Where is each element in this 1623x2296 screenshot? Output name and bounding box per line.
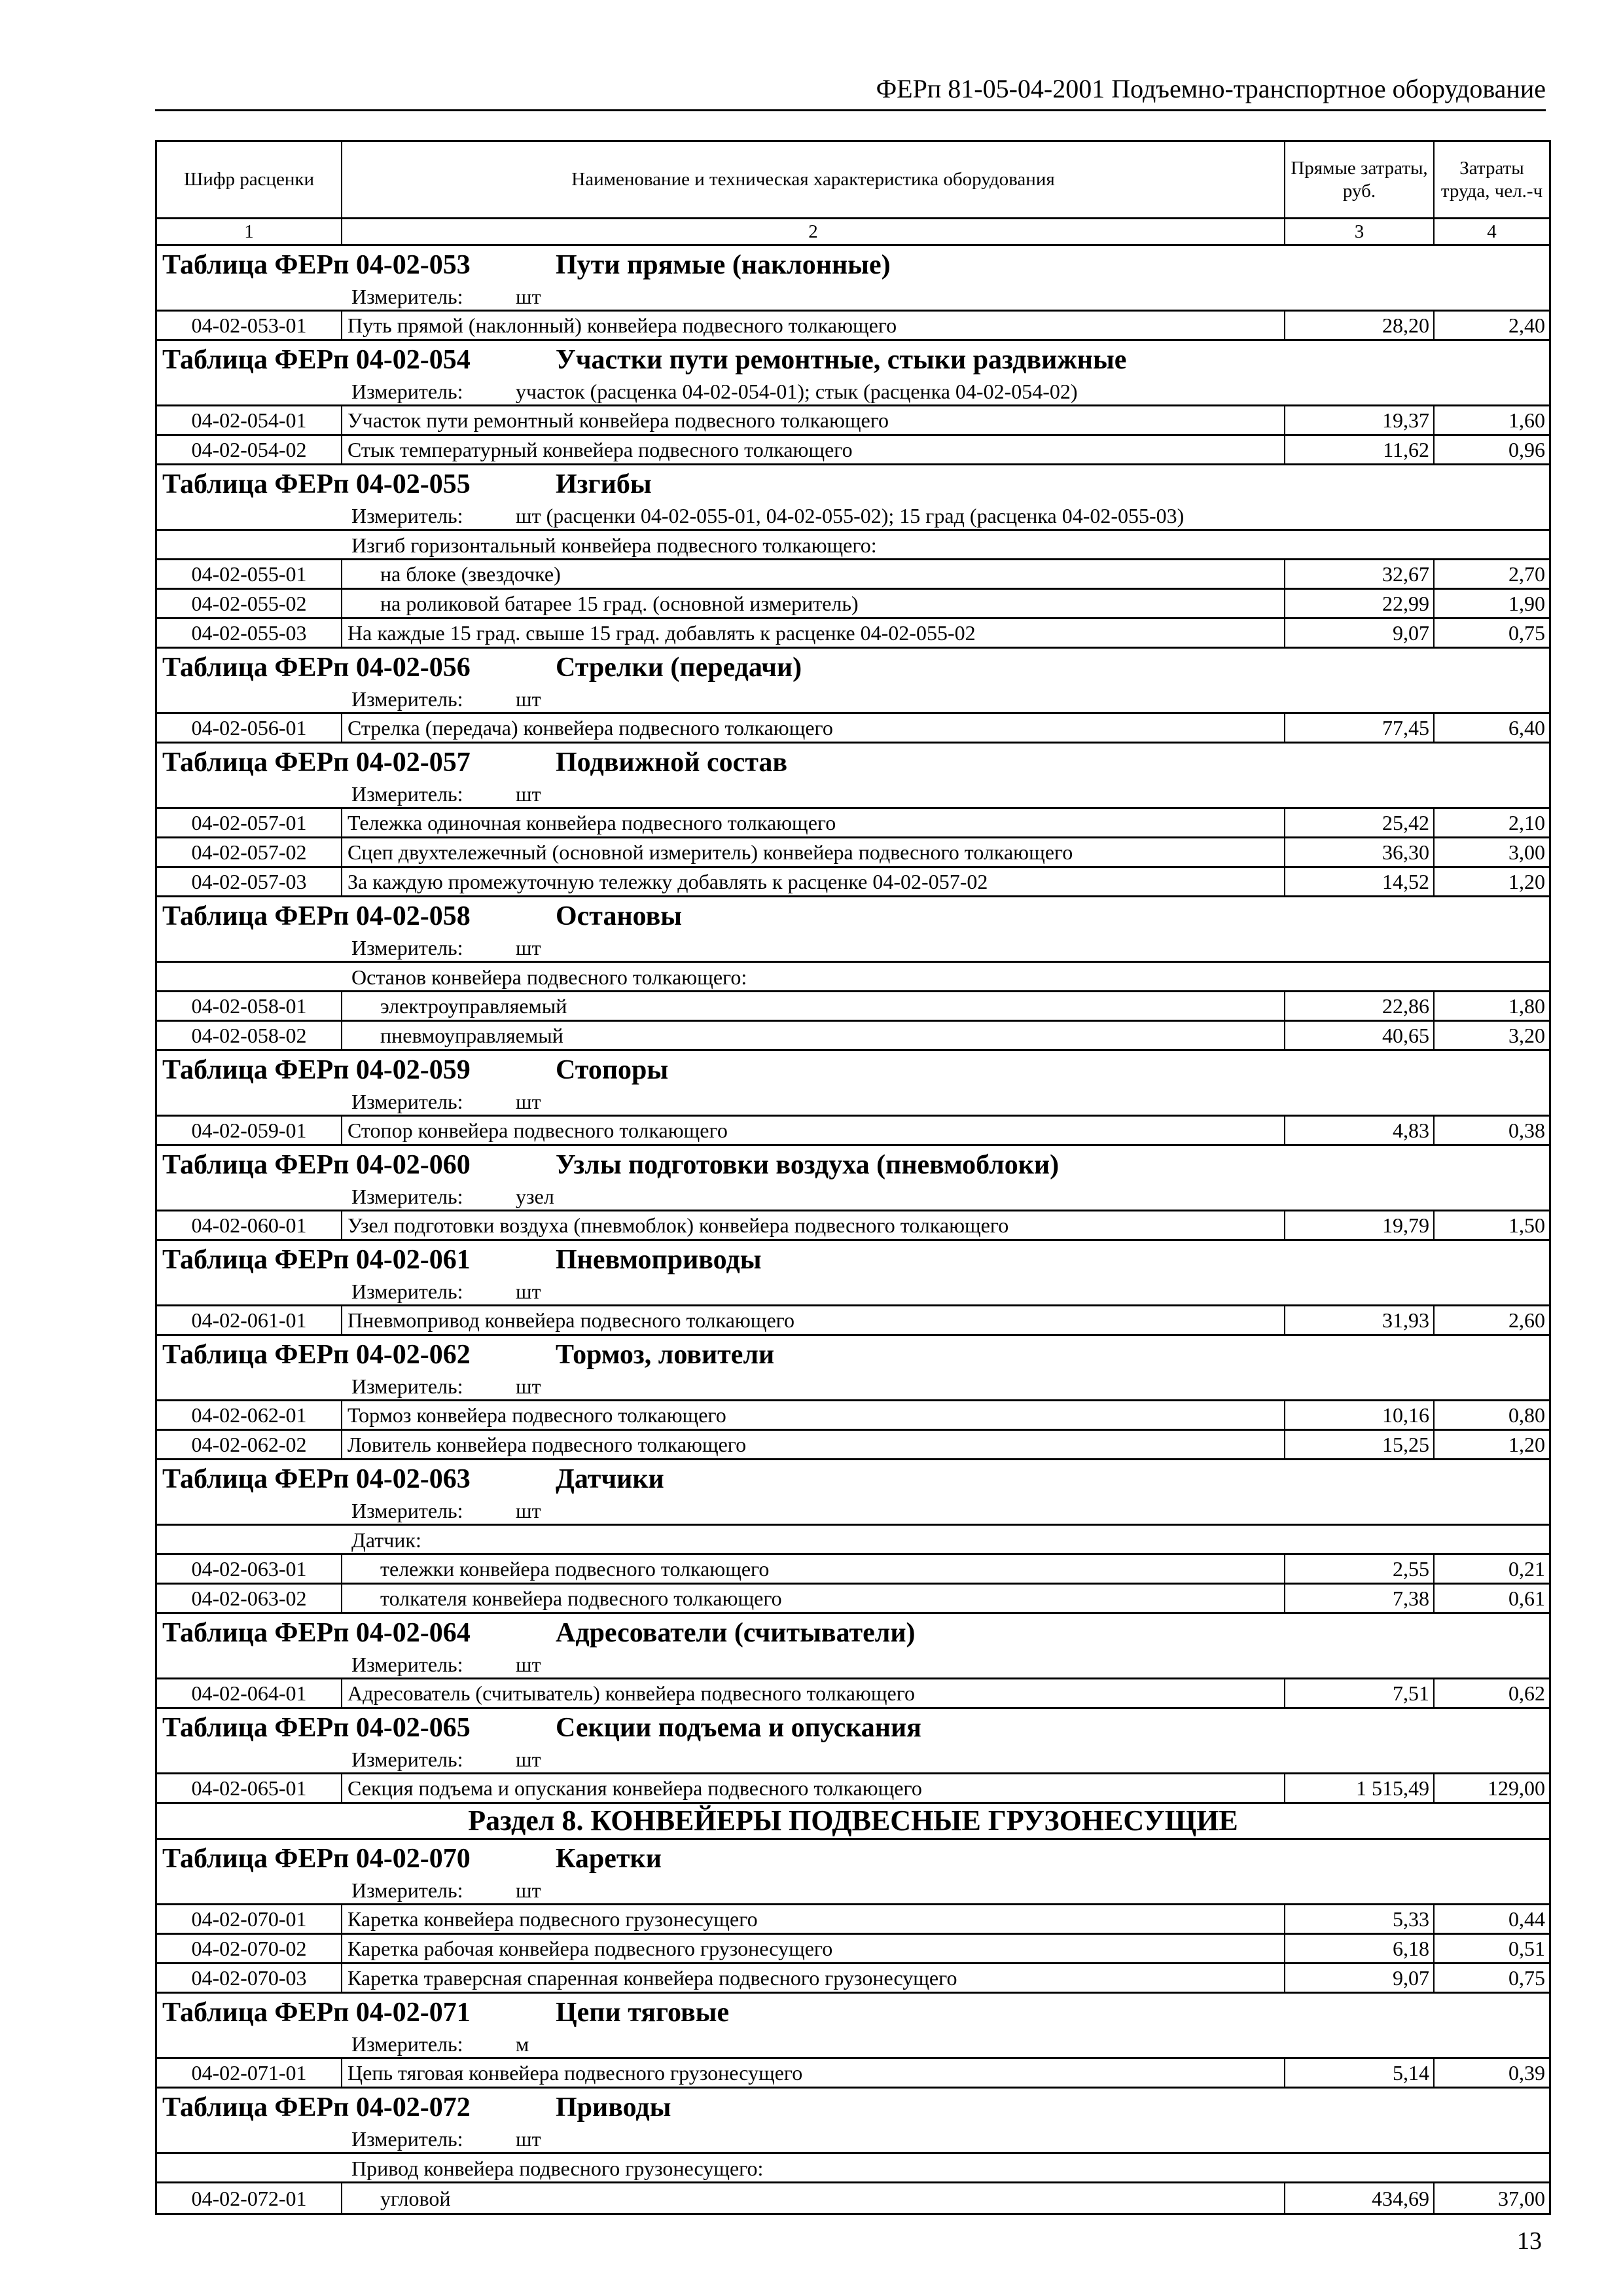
table-row: [157, 406, 1549, 436]
measure-value: узел: [516, 1185, 554, 1208]
table-row: [157, 714, 1549, 744]
rate-code: 04-02-071-01: [157, 2059, 342, 2087]
table-row: [157, 436, 1549, 465]
rates-table: [155, 140, 1551, 2215]
table-name: Адресователи (считыватели): [556, 1618, 916, 1648]
table-title-row: [157, 1146, 1549, 1182]
labor-cost: 0,62: [1508, 1681, 1545, 1705]
table-title-row: [157, 1709, 1549, 1745]
subheading-row: [157, 2154, 1549, 2183]
measure-label: Измеритель:: [351, 2127, 463, 2151]
section-heading: Раздел 8. КОНВЕЙЕРЫ ПОДВЕСНЫЕ ГРУЗОНЕСУЩИЕ: [157, 1804, 1549, 1840]
column-number: 2: [342, 219, 1285, 244]
labor-cost: 2,70: [1508, 562, 1545, 586]
table-name: Стопоры: [556, 1055, 669, 1085]
subheading-row: [157, 531, 1549, 560]
page-number: 13: [1517, 2227, 1542, 2255]
table-name: Тормоз, ловители: [556, 1340, 775, 1370]
table-title-row: [157, 1994, 1549, 2030]
labor-cost: 0,80: [1508, 1403, 1545, 1427]
rate-code: 04-02-055-01: [157, 560, 342, 588]
labor-cost: 2,60: [1508, 1308, 1545, 1332]
subheading-row: [157, 963, 1549, 992]
rate-code: 04-02-072-01: [157, 2183, 342, 2213]
measure-value: шт: [516, 1878, 541, 1902]
item-name: электроуправляемый: [342, 992, 1285, 1020]
item-name: Каретка траверсная спаренная конвейера подвесного грузонесущего: [342, 1964, 1285, 1992]
direct-cost: 14,52: [1285, 868, 1435, 895]
rate-code: 04-02-064-01: [157, 1679, 342, 1707]
table-row: [157, 1964, 1549, 1994]
direct-cost: 7,38: [1285, 1585, 1435, 1612]
measure-label: Измеритель:: [351, 1280, 463, 1303]
measure-label: Измеритель:: [351, 1090, 463, 1113]
table-name: Участки пути ремонтные, стыки раздвижные: [556, 345, 1127, 375]
column-header-code: Шифр расценки: [157, 142, 342, 217]
direct-cost: 7,51: [1285, 1679, 1435, 1707]
table-name: Пневмоприводы: [556, 1245, 762, 1275]
table-title-row: [157, 1614, 1549, 1650]
measure-row: [157, 1650, 1549, 1679]
measure-value: м: [516, 2032, 529, 2056]
item-name: на роликовой батарее 15 град. (основной измеритель): [342, 590, 1285, 617]
measure-label: Измеритель:: [351, 782, 463, 806]
table-code: Таблица ФЕРп 04-02-053: [162, 250, 471, 280]
table-row: [157, 1431, 1549, 1460]
table-title-row: [157, 649, 1549, 685]
measure-value: шт (расценки 04-02-055-01, 04-02-055-02); 15 град (расценка 04-02-055-03): [516, 504, 1185, 528]
labor-cost: 1,90: [1508, 592, 1545, 615]
labor-cost: 2,40: [1508, 314, 1545, 337]
table-row: [157, 1585, 1549, 1614]
table-row: [157, 619, 1549, 649]
item-name: Каретка рабочая конвейера подвесного грузонесущего: [342, 1935, 1285, 1962]
measure-row: [157, 1876, 1549, 1905]
table-row: [157, 560, 1549, 590]
measure-value: шт: [516, 936, 541, 960]
subheading-text: Датчик:: [351, 1528, 421, 1552]
item-name: Тормоз конвейера подвесного толкающего: [342, 1401, 1285, 1429]
rate-code: 04-02-058-01: [157, 992, 342, 1020]
measure-label: Измеритель:: [351, 1878, 463, 1902]
table-row: [157, 992, 1549, 1022]
direct-cost: 5,33: [1285, 1905, 1435, 1933]
table-code: Таблица ФЕРп 04-02-071: [162, 1998, 471, 2028]
rate-code: 04-02-055-03: [157, 619, 342, 647]
rate-code: 04-02-070-03: [157, 1964, 342, 1992]
direct-cost: 19,79: [1285, 1211, 1435, 1239]
direct-cost: 22,86: [1285, 992, 1435, 1020]
labor-cost: 129,00: [1488, 1776, 1545, 1800]
table-name: Секции подъема и опускания: [556, 1713, 921, 1743]
measure-row: [157, 501, 1549, 531]
direct-cost: 434,69: [1285, 2183, 1435, 2213]
table-row: [157, 590, 1549, 619]
measure-label: Измеритель:: [351, 2032, 463, 2056]
table-code: Таблица ФЕРп 04-02-055: [162, 469, 471, 499]
table-row: [157, 1679, 1549, 1709]
labor-cost: 0,75: [1508, 621, 1545, 645]
direct-cost: 36,30: [1285, 838, 1435, 866]
column-header-name: Наименование и техническая характеристика оборудования: [342, 142, 1285, 217]
labor-cost: 0,51: [1508, 1937, 1545, 1960]
rate-code: 04-02-054-02: [157, 436, 342, 463]
subheading-text: Останов конвейера подвесного толкающего:: [351, 965, 747, 989]
rate-code: 04-02-056-01: [157, 714, 342, 742]
rate-code: 04-02-058-02: [157, 1022, 342, 1049]
table-title-row: [157, 1241, 1549, 1277]
item-name: Сцеп двухтележечный (основной измеритель) конвейера подвесного толкающего: [342, 838, 1285, 866]
table-code: Таблица ФЕРп 04-02-061: [162, 1245, 471, 1275]
measure-row: [157, 780, 1549, 809]
direct-cost: 11,62: [1285, 436, 1435, 463]
measure-row: [157, 282, 1549, 312]
direct-cost: 40,65: [1285, 1022, 1435, 1049]
document-header-title: ФЕРп 81-05-04-2001 Подъемно-транспортное оборудование: [876, 74, 1546, 103]
measure-label: Измеритель:: [351, 1499, 463, 1522]
direct-cost: 9,07: [1285, 619, 1435, 647]
labor-cost: 1,60: [1508, 408, 1545, 432]
rate-code: 04-02-061-01: [157, 1306, 342, 1334]
measure-label: Измеритель:: [351, 380, 463, 403]
table-name: Изгибы: [556, 469, 652, 499]
table-row: [157, 1211, 1549, 1241]
measure-label: Измеритель:: [351, 936, 463, 960]
rate-code: 04-02-053-01: [157, 312, 342, 339]
measure-value: шт: [516, 285, 541, 308]
rate-code: 04-02-060-01: [157, 1211, 342, 1239]
table-title-row: [157, 1460, 1549, 1496]
measure-row: [157, 1182, 1549, 1211]
table-code: Таблица ФЕРп 04-02-060: [162, 1150, 471, 1180]
labor-cost: 0,96: [1508, 438, 1545, 461]
labor-cost: 1,20: [1508, 870, 1545, 893]
labor-cost: 1,20: [1508, 1433, 1545, 1456]
table-row: [157, 1555, 1549, 1585]
measure-value: шт: [516, 1653, 541, 1676]
rate-code: 04-02-063-01: [157, 1555, 342, 1583]
item-name: Стык температурный конвейера подвесного толкающего: [342, 436, 1285, 463]
table-header-row: [157, 142, 1549, 219]
column-header-direct-cost: Прямые затраты, руб.: [1285, 142, 1435, 217]
measure-label: Измеритель:: [351, 1185, 463, 1208]
item-name: Тележка одиночная конвейера подвесного толкающего: [342, 809, 1285, 836]
item-name: угловой: [342, 2183, 1285, 2213]
table-name: Датчики: [556, 1464, 664, 1494]
rate-code: 04-02-054-01: [157, 406, 342, 434]
table-title-row: [157, 465, 1549, 501]
table-code: Таблица ФЕРп 04-02-057: [162, 747, 471, 778]
measure-row: [157, 933, 1549, 963]
measure-label: Измеритель:: [351, 1748, 463, 1771]
item-name: Ловитель конвейера подвесного толкающего: [342, 1431, 1285, 1458]
rate-code: 04-02-065-01: [157, 1774, 342, 1802]
item-name: Каретка конвейера подвесного грузонесущего: [342, 1905, 1285, 1933]
direct-cost: 4,83: [1285, 1117, 1435, 1144]
labor-cost: 1,80: [1508, 994, 1545, 1018]
table-row: [157, 1935, 1549, 1964]
labor-cost: 0,38: [1508, 1119, 1545, 1142]
table-name: Цепи тяговые: [556, 1998, 730, 2028]
item-name: на блоке (звездочке): [342, 560, 1285, 588]
table-title-row: [157, 341, 1549, 377]
rate-code: 04-02-070-01: [157, 1905, 342, 1933]
table-row: [157, 1117, 1549, 1146]
item-name: Стрелка (передача) конвейера подвесного толкающего: [342, 714, 1285, 742]
labor-cost: 0,44: [1508, 1907, 1545, 1931]
direct-cost: 1 515,49: [1285, 1774, 1435, 1802]
measure-value: шт: [516, 1748, 541, 1771]
labor-cost: 2,10: [1508, 811, 1545, 834]
column-number: 3: [1285, 219, 1435, 244]
rate-code: 04-02-057-02: [157, 838, 342, 866]
measure-value: шт: [516, 1374, 541, 1398]
measure-value: шт: [516, 2127, 541, 2151]
table-name: Каретки: [556, 1844, 662, 1874]
table-row: [157, 1905, 1549, 1935]
item-name: толкателя конвейера подвесного толкающего: [342, 1585, 1285, 1612]
direct-cost: 15,25: [1285, 1431, 1435, 1458]
measure-label: Измеритель:: [351, 687, 463, 711]
table-code: Таблица ФЕРп 04-02-062: [162, 1340, 471, 1370]
table-row: [157, 2183, 1549, 2213]
measure-row: [157, 1496, 1549, 1526]
direct-cost: 32,67: [1285, 560, 1435, 588]
table-code: Таблица ФЕРп 04-02-059: [162, 1055, 471, 1085]
labor-cost: 3,00: [1508, 840, 1545, 864]
table-title-row: [157, 246, 1549, 282]
rate-code: 04-02-057-01: [157, 809, 342, 836]
table-name: Подвижной состав: [556, 747, 788, 778]
measure-row: [157, 1277, 1549, 1306]
table-title-row: [157, 1840, 1549, 1876]
item-name: Участок пути ремонтный конвейера подвесного толкающего: [342, 406, 1285, 434]
table-row: [157, 1401, 1549, 1431]
table-code: Таблица ФЕРп 04-02-056: [162, 653, 471, 683]
item-name: Цепь тяговая конвейера подвесного грузонесущего: [342, 2059, 1285, 2087]
item-name: пневмоуправляемый: [342, 1022, 1285, 1049]
labor-cost: 3,20: [1508, 1024, 1545, 1047]
table-name: Стрелки (передачи): [556, 653, 802, 683]
measure-row: [157, 1745, 1549, 1774]
measure-row: [157, 685, 1549, 714]
table-title-row: [157, 744, 1549, 780]
table-row: [157, 809, 1549, 838]
table-row: [157, 868, 1549, 897]
item-name: За каждую промежуточную тележку добавлять к расценке 04-02-057-02: [342, 868, 1285, 895]
measure-value: участок (расценка 04-02-054-01); стык (расценка 04-02-054-02): [516, 380, 1078, 403]
labor-cost: 1,50: [1508, 1213, 1545, 1237]
rate-code: 04-02-062-01: [157, 1401, 342, 1429]
table-name: Остановы: [556, 901, 683, 931]
table-row: [157, 1306, 1549, 1336]
table-row: [157, 1022, 1549, 1051]
labor-cost: 0,21: [1508, 1557, 1545, 1581]
rate-code: 04-02-070-02: [157, 1935, 342, 1962]
item-name: На каждые 15 град. свыше 15 град. добавлять к расценке 04-02-055-02: [342, 619, 1285, 647]
measure-label: Измеритель:: [351, 285, 463, 308]
labor-cost: 6,40: [1508, 716, 1545, 740]
table-title-row: [157, 1051, 1549, 1087]
table-name: Приводы: [556, 2092, 671, 2123]
measure-row: [157, 2125, 1549, 2154]
measure-value: шт: [516, 687, 541, 711]
item-name: Пневмопривод конвейера подвесного толкающего: [342, 1306, 1285, 1334]
direct-cost: 77,45: [1285, 714, 1435, 742]
item-name: Секция подъема и опускания конвейера подвесного толкающего: [342, 1774, 1285, 1802]
table-code: Таблица ФЕРп 04-02-065: [162, 1713, 471, 1743]
measure-row: [157, 377, 1549, 406]
labor-cost: 0,61: [1508, 1587, 1545, 1610]
measure-label: Измеритель:: [351, 504, 463, 528]
measure-value: шт: [516, 1280, 541, 1303]
rate-code: 04-02-063-02: [157, 1585, 342, 1612]
item-name: Стопор конвейера подвесного толкающего: [342, 1117, 1285, 1144]
column-header-labor: Затраты труда, чел.-ч: [1440, 157, 1543, 202]
table-code: Таблица ФЕРп 04-02-072: [162, 2092, 471, 2123]
subheading-text: Привод конвейера подвесного грузонесущего:: [351, 2157, 764, 2180]
table-title-row: [157, 897, 1549, 933]
header-rule: [155, 109, 1546, 111]
table-code: Таблица ФЕРп 04-02-058: [162, 901, 471, 931]
table-code: Таблица ФЕРп 04-02-063: [162, 1464, 471, 1494]
table-title-row: [157, 1336, 1549, 1372]
labor-cost: 0,75: [1508, 1966, 1545, 1990]
measure-label: Измеритель:: [351, 1653, 463, 1676]
direct-cost: 19,37: [1285, 406, 1435, 434]
rate-code: 04-02-055-02: [157, 590, 342, 617]
table-title-row: [157, 2089, 1549, 2125]
direct-cost: 31,93: [1285, 1306, 1435, 1334]
measure-label: Измеритель:: [351, 1374, 463, 1398]
table-row: [157, 838, 1549, 868]
measure-row: [157, 2030, 1549, 2059]
column-number: 4: [1487, 221, 1497, 242]
table-code: Таблица ФЕРп 04-02-064: [162, 1618, 471, 1648]
item-name: Узел подготовки воздуха (пневмоблок) конвейера подвесного толкающего: [342, 1211, 1285, 1239]
table-name: Пути прямые (наклонные): [556, 250, 891, 280]
labor-cost: 0,39: [1508, 2061, 1545, 2085]
rate-code: 04-02-057-03: [157, 868, 342, 895]
table-code: Таблица ФЕРп 04-02-070: [162, 1844, 471, 1874]
direct-cost: 6,18: [1285, 1935, 1435, 1962]
measure-value: шт: [516, 1499, 541, 1522]
direct-cost: 9,07: [1285, 1964, 1435, 1992]
direct-cost: 28,20: [1285, 312, 1435, 339]
direct-cost: 2,55: [1285, 1555, 1435, 1583]
table-code: Таблица ФЕРп 04-02-054: [162, 345, 471, 375]
table-name: Узлы подготовки воздуха (пневмоблоки): [556, 1150, 1060, 1180]
item-name: Адресователь (считыватель) конвейера подвесного толкающего: [342, 1679, 1285, 1707]
table-row: [157, 1774, 1549, 1804]
column-number-row: [157, 219, 1549, 246]
direct-cost: 10,16: [1285, 1401, 1435, 1429]
column-number: 1: [157, 219, 342, 244]
measure-row: [157, 1372, 1549, 1401]
labor-cost: 37,00: [1498, 2186, 1545, 2210]
direct-cost: 5,14: [1285, 2059, 1435, 2087]
rate-code: 04-02-062-02: [157, 1431, 342, 1458]
table-row: [157, 312, 1549, 341]
subheading-text: Изгиб горизонтальный конвейера подвесного толкающего:: [351, 533, 877, 557]
rate-code: 04-02-059-01: [157, 1117, 342, 1144]
measure-row: [157, 1087, 1549, 1117]
table-body: [157, 246, 1549, 2213]
direct-cost: 25,42: [1285, 809, 1435, 836]
item-name: Путь прямой (наклонный) конвейера подвесного толкающего: [342, 312, 1285, 339]
measure-value: шт: [516, 1090, 541, 1113]
item-name: тележки конвейера подвесного толкающего: [342, 1555, 1285, 1583]
table-row: [157, 2059, 1549, 2089]
direct-cost: 22,99: [1285, 590, 1435, 617]
subheading-row: [157, 1526, 1549, 1555]
measure-value: шт: [516, 782, 541, 806]
